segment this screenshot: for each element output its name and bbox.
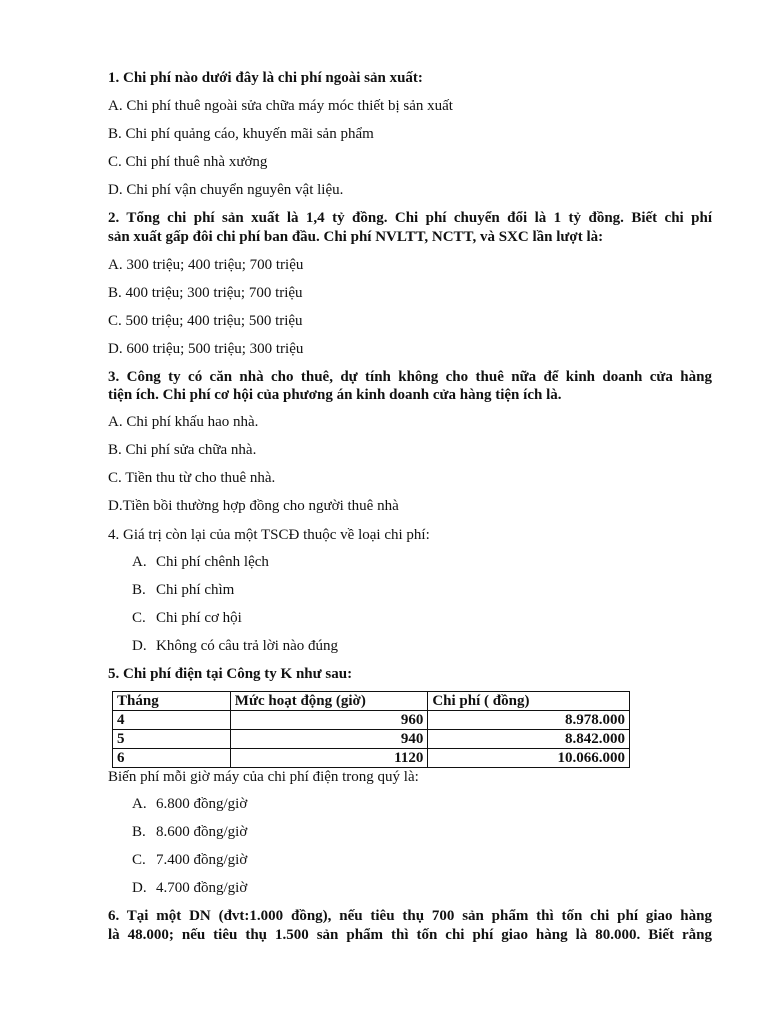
option-text: 6.800 đồng/giờ: [156, 796, 248, 812]
option-text: Chi phí cơ hội: [156, 610, 242, 626]
q1-option-a: A. Chi phí thuê ngoài sửa chữa máy móc thiết bị sản xuất: [108, 98, 453, 114]
column-header: Mức hoạt động (giờ): [230, 692, 428, 711]
q6-question-line1: 6. Tại một DN (đvt:1.000 đồng), nếu tiêu thụ 700 sản phẩm thì tốn chi phí giao hàng: [108, 908, 712, 924]
q2-question-line1: 2. Tổng chi phí sản xuất là 1,4 tỷ đồng. Chi phí chuyển đổi là 1 tỷ đồng. Biết chi phí: [108, 210, 712, 226]
option-text: 8.600 đồng/giờ: [156, 824, 248, 840]
electricity-cost-table: [112, 691, 630, 768]
table-cell: 4: [113, 711, 231, 730]
q5-option-b: [132, 823, 247, 841]
table-row: [113, 730, 630, 749]
q4-option-b: [132, 581, 234, 599]
q4-option-d: [132, 637, 338, 655]
column-header: Tháng: [113, 692, 231, 711]
option-label: D.: [132, 880, 147, 896]
table-cell: 8.842.000: [428, 730, 630, 749]
q5-prompt: Biến phí mỗi giờ máy của chi phí điện trong quý là:: [108, 769, 419, 785]
q4-option-c: [132, 609, 242, 627]
q3-question-line2: tiện ích. Chi phí cơ hội của phương án kinh doanh cửa hàng tiện ích là.: [108, 387, 562, 403]
q4-option-a: [132, 553, 269, 571]
option-text: Chi phí chênh lệch: [156, 554, 269, 570]
table-row: [113, 711, 630, 730]
q5-option-d: [132, 879, 247, 897]
q5-question: 5. Chi phí điện tại Công ty K như sau:: [108, 666, 353, 682]
q3-option-a: A. Chi phí khấu hao nhà.: [108, 414, 259, 430]
q5-option-a: [132, 795, 247, 813]
q1-option-c: C. Chi phí thuê nhà xưởng: [108, 154, 268, 170]
table-cell: 8.978.000: [428, 711, 630, 730]
table-cell: 1120: [230, 749, 428, 768]
option-label: C.: [132, 610, 146, 626]
table-cell: 960: [230, 711, 428, 730]
table-cell: 940: [230, 730, 428, 749]
option-text: 7.400 đồng/giờ: [156, 852, 248, 868]
table-header-row: [113, 692, 630, 711]
q6-question-line2: là 48.000; nếu tiêu thụ 1.500 sản phẩm thì tốn chi phí giao hàng là 80.000. Biết rằng: [108, 927, 712, 943]
table-cell: 5: [113, 730, 231, 749]
option-text: Không có câu trả lời nào đúng: [156, 638, 339, 654]
table-row: [113, 749, 630, 768]
q4-question: 4. Giá trị còn lại của một TSCĐ thuộc về loại chi phí:: [108, 527, 430, 543]
q3-question-line1: 3. Công ty có căn nhà cho thuê, dự tính không cho thuê nữa để kinh doanh cửa hàng: [108, 369, 712, 385]
q1-question: 1. Chi phí nào dưới đây là chi phí ngoài sản xuất:: [108, 70, 423, 86]
table-cell: 6: [113, 749, 231, 768]
q2-option-d: D. 600 triệu; 500 triệu; 300 triệu: [108, 341, 304, 357]
q2-question-line2: sản xuất gấp đôi chi phí ban đầu. Chi phí NVLTT, NCTT, và SXC lần lượt là:: [108, 229, 604, 245]
option-label: D.: [132, 638, 147, 654]
table-cell: 10.066.000: [428, 749, 630, 768]
q5-option-c: [132, 851, 247, 869]
q3-option-d: D.Tiền bồi thường hợp đồng cho người thuê nhà: [108, 498, 399, 514]
q3-option-c: C. Tiền thu từ cho thuê nhà.: [108, 470, 276, 486]
q2-option-a: A. 300 triệu; 400 triệu; 700 triệu: [108, 257, 304, 273]
option-label: B.: [132, 824, 146, 840]
q3-option-b: B. Chi phí sửa chữa nhà.: [108, 442, 257, 458]
q1-option-b: B. Chi phí quảng cáo, khuyến mãi sản phẩm: [108, 126, 374, 142]
q2-option-c: C. 500 triệu; 400 triệu; 500 triệu: [108, 313, 303, 329]
q1-option-d: D. Chi phí vận chuyển nguyên vật liệu.: [108, 182, 344, 198]
option-text: 4.700 đồng/giờ: [156, 880, 248, 896]
option-label: B.: [132, 582, 146, 598]
column-header: Chi phí ( đồng): [428, 692, 630, 711]
q2-option-b: B. 400 triệu; 300 triệu; 700 triệu: [108, 285, 303, 301]
option-text: Chi phí chìm: [156, 582, 235, 598]
option-label: C.: [132, 852, 146, 868]
option-label: A.: [132, 796, 147, 812]
option-label: A.: [132, 554, 147, 570]
